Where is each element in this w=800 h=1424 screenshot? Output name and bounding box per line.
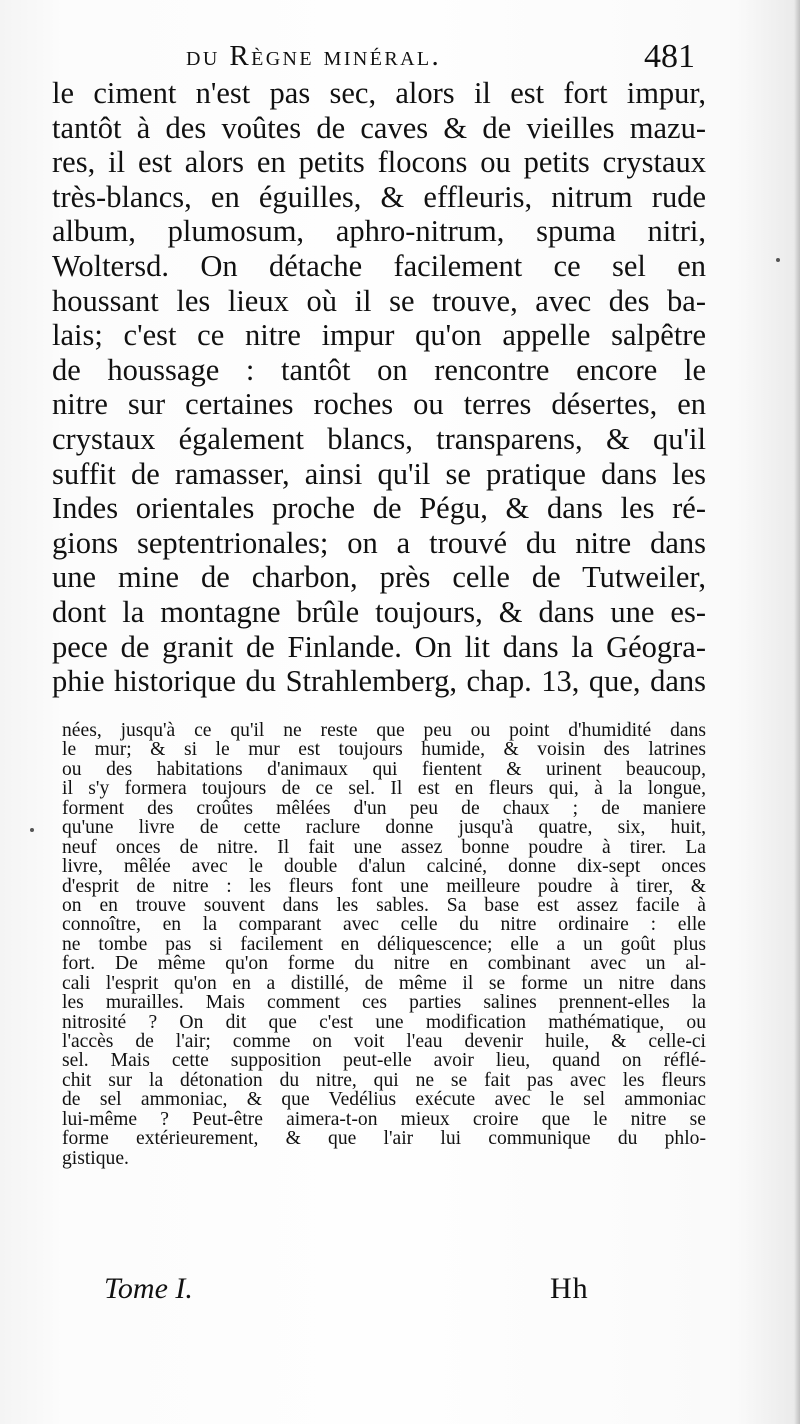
main-text-line: gions septentrionales; on a trouvé du nitre dans	[52, 525, 706, 560]
page-number: 481	[644, 38, 695, 75]
footnote-line: cali l'esprit qu'on en a distillé, de même il se forme un nitre dans	[62, 972, 706, 994]
footnote-line: ou des habitations d'animaux qui fientent & urinent beaucoup,	[62, 758, 706, 780]
footnote-line: ne tombe pas si facilement en déliquescence; elle a un goût plus	[62, 933, 706, 955]
footnote	[62, 721, 706, 1168]
main-text-line: nitre sur certaines roches ou terres désertes, en	[52, 387, 706, 422]
main-text-line: tantôt à des voûtes de caves & de vieilles mazu-	[52, 110, 706, 145]
footnote-line: connoître, en la comparant avec celle du nitre ordinaire : elle	[62, 914, 706, 936]
main-text-line: lais; c'est ce nitre impur qu'on appelle salpêtre	[52, 318, 706, 353]
ink-speck	[30, 828, 34, 832]
running-head	[186, 40, 726, 80]
footnote-line: gistique.	[62, 1147, 129, 1169]
main-text-line: pece de granit de Finlande. On lit dans la Géogra-	[52, 629, 706, 664]
running-title: du Règne minéral.	[186, 40, 442, 72]
footnote-line: il s'y formera toujours de ce sel. Il est en fleurs qui, à la longue,	[62, 778, 706, 800]
footnote-line: chit sur la détonation du nitre, qui ne se fait pas avec les fleurs	[62, 1069, 706, 1091]
main-text-line: album, plumosum, aphro-nitrum, spuma nitri,	[52, 214, 706, 249]
footnote-line: qu'une livre de cette raclure donne jusqu'à quatre, six, huit,	[62, 817, 706, 839]
footnote-line: les murailles. Mais comment ces parties salines prennent-elles la	[62, 992, 706, 1014]
footnote-line: d'esprit de nitre : les fleurs font une meilleure poudre à tirer, &	[62, 875, 706, 897]
footnote-line: sel. Mais cette supposition peut-elle avoir lieu, quand on réflé-	[62, 1050, 706, 1072]
page-edge-shadow	[794, 0, 800, 1424]
footnote-line: fort. De même qu'on forme du nitre en combinant avec un al-	[62, 953, 706, 975]
main-text-line: suffit de ramasser, ainsi qu'il se pratique dans les	[52, 456, 706, 491]
footnote-line: lui-même ? Peut-être aimera-t-on mieux croire que le nitre se	[62, 1108, 706, 1130]
main-text-line: dont la montagne brûle toujours, & dans une es-	[52, 594, 706, 629]
main-text-line: très-blancs, en éguilles, & effleuris, nitrum rude	[52, 179, 706, 214]
footnote-line: l'accès de l'air; comme on voit l'eau devenir huile, & celle-ci	[62, 1031, 706, 1052]
main-text-line: Indes orientales proche de Pégu, & dans les ré-	[52, 491, 706, 526]
footnote-line: de sel ammoniac, & que Vedélius exécute avec le sel ammoniac	[62, 1089, 706, 1111]
main-text-line: res, il est alors en petits flocons ou petits crystaux	[52, 145, 706, 180]
signature-mark: Tome I.	[104, 1272, 193, 1305]
footnote-line: forment des croûtes mêlées d'un peu de chaux ; de maniere	[62, 797, 706, 819]
ink-speck	[776, 258, 780, 262]
footnote-line: neuf onces de nitre. Il fait une assez bonne poudre à tirer. La	[62, 836, 706, 858]
main-text-line: houssant les lieux où il se trouve, avec des ba-	[52, 283, 706, 318]
main-text-line: le ciment n'est pas sec, alors il est fort impur,	[52, 76, 706, 110]
main-text-line: Woltersd. On détache facilement ce sel en	[52, 248, 706, 283]
main-text-line: une mine de charbon, près celle de Tutweiler,	[52, 560, 706, 595]
footnote-line: on en trouve souvent dans les sables. Sa base est assez facile à	[62, 894, 706, 916]
main-text	[52, 76, 706, 699]
main-text-line: crystaux également blancs, transparens, & qu'il	[52, 421, 706, 456]
footnote-line: nitrosité ? On dit que c'est une modification mathématique, ou	[62, 1011, 706, 1033]
footnote-line: forme extérieurement, & que l'air lui communique du phlo-	[62, 1128, 706, 1150]
footnote-line: le mur; & si le mur est toujours humide, & voisin des latrines	[62, 739, 706, 761]
footnote-line: nées, jusqu'à ce qu'il ne reste que peu ou point d'humidité dans	[62, 720, 706, 741]
main-text-line: phie historique du Strahlemberg, chap. 13, que, dans	[52, 664, 706, 699]
footnote-line: livre, mêlée avec le double d'alun calciné, donne dix-sept onces	[62, 856, 706, 878]
main-text-line: de houssage : tantôt on rencontre encore le	[52, 352, 706, 387]
sheet-mark: Hh	[550, 1272, 589, 1305]
